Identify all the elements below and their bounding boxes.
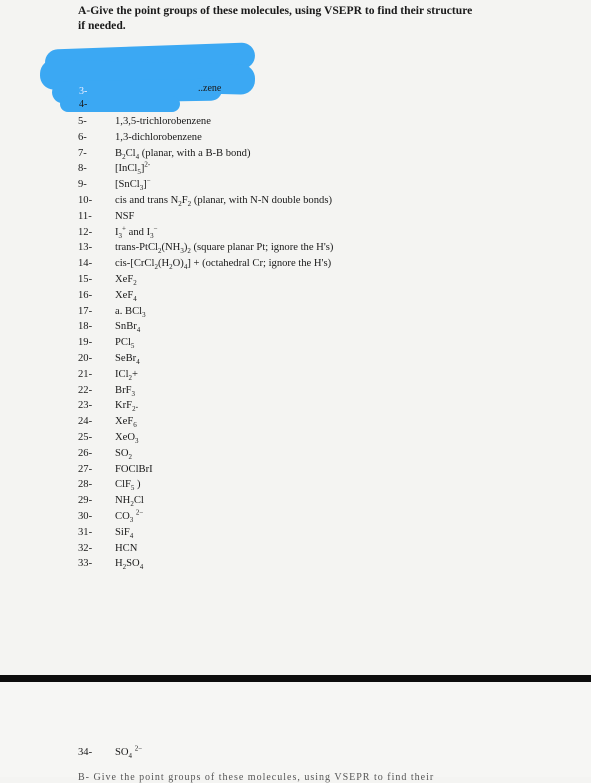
item-number: 21- (78, 369, 93, 380)
formula-part: SnBr (115, 321, 137, 332)
formula-part: SO (115, 747, 129, 758)
item-text (115, 304, 146, 320)
item-text (115, 130, 202, 146)
formula-part: KrF (115, 400, 133, 411)
formula-part: XeF (115, 274, 134, 285)
item-text (115, 414, 137, 430)
list-item (78, 272, 137, 288)
list-item (78, 383, 135, 399)
formula-part: [SnCl (115, 179, 140, 190)
formula-part: − (153, 224, 158, 233)
item-text (115, 398, 138, 414)
formula-part: 4 (139, 563, 144, 572)
formula-part: (H (157, 258, 170, 269)
list-item (78, 146, 250, 162)
formula-part: . (135, 400, 139, 411)
formula-part: H (115, 558, 123, 569)
formula-part: O) (172, 258, 184, 269)
item-number: 33- (78, 558, 93, 569)
item-text (115, 745, 142, 761)
list-item (78, 240, 333, 256)
item-number: 6- (78, 132, 87, 143)
formula-part: CO (115, 511, 130, 522)
formula-part: and I (125, 227, 151, 238)
list-item (78, 114, 211, 130)
item-number: 14- (78, 258, 93, 269)
item-number: 30- (78, 511, 93, 522)
item-number: 9- (78, 179, 87, 190)
formula-part: 2- (144, 160, 151, 169)
item-text (115, 493, 144, 509)
item-number: 18- (78, 321, 93, 332)
formula-part: + (132, 369, 139, 380)
list-item (78, 177, 151, 193)
item-number: 32- (78, 543, 93, 554)
list-item (78, 256, 331, 272)
item-text (115, 319, 140, 335)
item-number: 7- (78, 148, 87, 159)
heading-line-2: if needed. (78, 19, 126, 32)
item-number: 24- (78, 416, 93, 427)
formula-part: 6 (133, 421, 137, 430)
item-text (115, 272, 137, 288)
formula-part: 2− (135, 508, 144, 517)
formula-part: 3 (139, 184, 144, 193)
item-text (115, 114, 211, 130)
item-number: 15- (78, 274, 93, 285)
list-item (78, 351, 140, 367)
formula-part: 2 (157, 247, 162, 256)
redaction-scribble-4 (60, 96, 180, 112)
formula-part: 3 (180, 247, 184, 256)
item-text (115, 446, 132, 462)
formula-part: + (122, 224, 126, 233)
formula-part: 4 (136, 358, 140, 367)
item-number: 12- (78, 227, 93, 238)
list-item (78, 367, 138, 383)
formula-part: (square planar Pt; ignore the H's) (190, 242, 334, 253)
item-text (115, 177, 151, 193)
formula-part: 4 (135, 153, 140, 162)
list-item (78, 414, 137, 430)
list-item (78, 304, 146, 320)
formula-part: 5 (130, 484, 135, 493)
item-text (115, 209, 134, 225)
formula-part: 3 (131, 390, 135, 399)
formula-part: ICl (115, 369, 129, 380)
heading-line-1: A-Give the point groups of these molecules, using VSEPR to find their structure (78, 4, 473, 17)
item-text (115, 146, 250, 162)
list-item (78, 446, 132, 462)
item-text (115, 161, 150, 177)
formula-part: FOClBrI (115, 464, 153, 475)
formula-part: trans-PtCl (115, 242, 158, 253)
list-item (78, 509, 143, 525)
formula-part: 2 (122, 153, 126, 162)
formula-part: NSF (115, 211, 135, 222)
item-number: 22- (78, 385, 93, 396)
formula-part: 3 (150, 232, 154, 241)
formula-part: HCN (115, 543, 138, 554)
item-text (115, 335, 134, 351)
formula-part: 3 (129, 516, 134, 525)
formula-part: 2 (178, 200, 182, 209)
formula-part: XeF (115, 416, 134, 427)
list-item (78, 541, 137, 557)
item-number: 10- (78, 195, 93, 206)
item-text (115, 430, 139, 446)
item-number: 29- (78, 495, 93, 506)
formula-part: cis-[CrCl (115, 258, 155, 269)
formula-part: 2 (187, 200, 192, 209)
list-item (78, 556, 143, 572)
formula-part: 3 (118, 232, 123, 241)
item-text (115, 541, 137, 557)
item-number: 27- (78, 464, 93, 475)
item-number: 19- (78, 337, 93, 348)
formula-part: SiF (115, 527, 130, 538)
item-number: 8- (78, 163, 87, 174)
item-number: 31- (78, 527, 93, 538)
formula-part: SeBr (115, 353, 137, 364)
list-item (78, 462, 153, 478)
formula-part: − (146, 176, 151, 185)
formula-part: a. BCl (115, 306, 143, 317)
list-item (78, 209, 134, 225)
formula-part: 4 (183, 263, 188, 272)
formula-part: 2 (122, 563, 127, 572)
formula-part: I (115, 227, 119, 238)
item-number: 26- (78, 448, 93, 459)
list-item-34 (78, 745, 142, 761)
item-number: 13- (78, 242, 93, 253)
list-item (78, 398, 138, 414)
list-item (78, 130, 202, 146)
item-text (115, 225, 158, 241)
formula-part: [InCl (115, 163, 138, 174)
formula-part: ) (134, 479, 141, 490)
item-number: 28- (78, 479, 93, 490)
formula-part: B (115, 148, 123, 159)
formula-part: 3 (142, 311, 146, 320)
formula-part: ] + (octahedral Cr; ignore the H's) (187, 258, 332, 269)
list-item (78, 225, 158, 241)
formula-part: 2 (169, 263, 173, 272)
list-item (78, 477, 141, 493)
formula-part: (planar, with N-N double bonds) (191, 195, 332, 206)
formula-part: ] (140, 163, 145, 174)
formula-part: Cl (133, 495, 144, 506)
formula-part: 4 (129, 532, 134, 541)
item-text (115, 256, 331, 272)
formula-part: NH (115, 495, 131, 506)
formula-part: 4 (128, 752, 133, 761)
item-number: 17- (78, 306, 93, 317)
item-text (115, 240, 333, 256)
question-heading (78, 3, 548, 33)
item-number: 25- (78, 432, 93, 443)
item-text (115, 351, 140, 367)
item-3-number: 3- (79, 86, 88, 97)
list-item (78, 335, 134, 351)
item-text (115, 477, 141, 493)
formula-part: PCl (115, 337, 131, 348)
list-item (78, 493, 144, 509)
formula-part: (planar, with a B-B bond) (139, 148, 251, 159)
formula-part: 2 (187, 247, 191, 256)
formula-part: 1,3-dichlorobenzene (115, 132, 202, 143)
item-number: 11- (78, 211, 92, 222)
formula-part: 3 (135, 437, 139, 446)
partial-next-line: B- Give the point groups of these molecules, using VSEPR to find their (78, 772, 435, 783)
item-number: 5- (78, 116, 87, 127)
list-item (78, 319, 140, 335)
formula-part: 2 (128, 453, 133, 462)
item-3-text-fragment: ..zene (198, 83, 222, 94)
item-text (115, 509, 143, 525)
formula-part: 5 (130, 342, 135, 351)
formula-part: BrF (115, 385, 132, 396)
formula-part: Cl (125, 148, 136, 159)
formula-part: 2 (133, 279, 137, 288)
formula-part: 1,3,5-trichlorobenzene (115, 116, 211, 127)
formula-part: 4 (133, 295, 137, 304)
list-item (78, 525, 133, 541)
item-text (115, 367, 138, 383)
item-text (115, 462, 153, 478)
formula-part: 2 (128, 374, 133, 383)
formula-part: 2 (132, 405, 136, 414)
item-text (115, 525, 133, 541)
formula-part: 2 (130, 500, 134, 509)
item-4-number: 4- (79, 99, 88, 110)
formula-part: (NH (161, 242, 181, 253)
item-text (115, 288, 137, 304)
formula-part: ) (183, 242, 188, 253)
item-text (115, 193, 332, 209)
list-item (78, 430, 139, 446)
formula-part: 5 (137, 168, 141, 177)
formula-part: XeO (115, 432, 136, 443)
item-number: 20- (78, 353, 93, 364)
formula-part: XeF (115, 290, 134, 301)
item-text (115, 383, 135, 399)
formula-part: 2 (154, 263, 158, 272)
formula-part: ] (143, 179, 147, 190)
list-item (78, 193, 332, 209)
item-number: 34- (78, 747, 93, 758)
formula-part: 2− (134, 744, 143, 753)
page-divider-bar (0, 675, 591, 682)
list-item (78, 161, 150, 177)
formula-part: SO (126, 558, 140, 569)
item-number: 16- (78, 290, 93, 301)
item-number: 23- (78, 400, 93, 411)
formula-part: cis and trans N (115, 195, 179, 206)
formula-part: ClF (115, 479, 131, 490)
formula-part: F (181, 195, 188, 206)
list-item (78, 288, 137, 304)
formula-part: 4 (136, 326, 141, 335)
formula-part: SO (115, 448, 129, 459)
item-text (115, 556, 143, 572)
